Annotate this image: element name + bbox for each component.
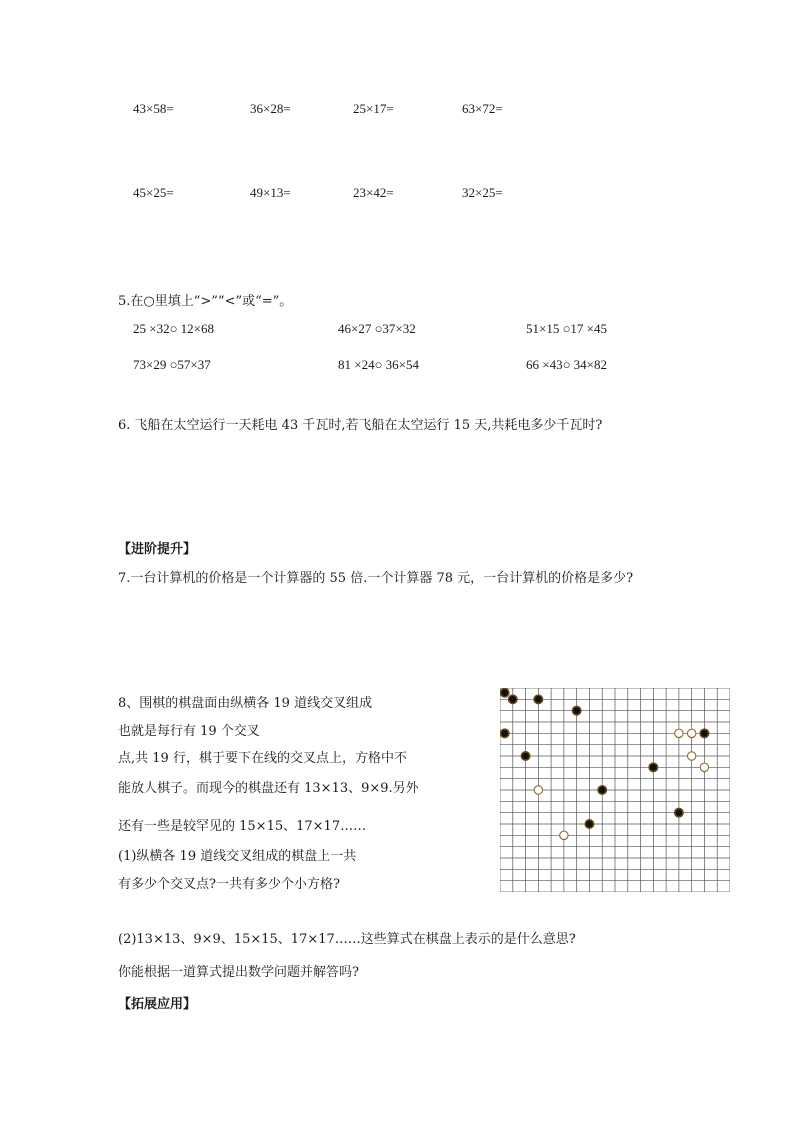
black-stone: [585, 820, 593, 828]
q8-sub2: (2)13×13、9×9、15×15、17×17……这些算式在棋盘上表示的是什么意思?: [118, 932, 576, 947]
white-stone: [560, 831, 568, 839]
calc-item: 23×42=: [353, 185, 394, 200]
calc-item: 43×58=: [133, 101, 174, 116]
black-stone: [675, 808, 683, 816]
black-stone: [501, 689, 509, 697]
black-stone: [534, 695, 542, 703]
compare-item: 73×29 ○57×37: [133, 357, 211, 372]
q8-sub2b: 你能根据一道算式提出数学问题并解答吗?: [118, 965, 359, 980]
white-stone: [534, 786, 542, 794]
calc-item: 45×25=: [133, 185, 174, 200]
compare-item: 25 ×32○ 12×68: [133, 321, 215, 336]
white-stone: [687, 752, 695, 760]
q8-line: 也就是每行有 19 个交叉: [118, 724, 260, 739]
q8-line: 8、围棋的棋盘面由纵横各 19 道线交叉组成: [118, 696, 373, 711]
section-heading-advance: 【进阶提升】: [118, 542, 197, 557]
compare-item: 66 ×43○ 34×82: [526, 357, 608, 372]
calc-item: 32×25=: [462, 185, 503, 200]
q8-line: 点,共 19 行，棋于要下在线的交叉点上，方格中不: [118, 751, 407, 766]
black-stone: [700, 729, 708, 737]
black-stone: [572, 706, 580, 714]
compare-item: 81 ×24○ 36×54: [338, 357, 420, 372]
q7-text: 7.一台计算机的价格是一个计算器的 55 倍.一个计算器 78 元，一台计算机的价格是多少?: [118, 571, 634, 586]
q5-title: 5.在○里填上“>”“<”或“=”。: [118, 294, 293, 309]
calc-item: 63×72=: [462, 101, 503, 116]
q8-line: 能放人棋子。而现今的棋盘还有 13×13、9×9.另外: [118, 781, 419, 796]
black-stone: [501, 729, 509, 737]
section-heading-extend: 【拓展应用】: [118, 997, 197, 1012]
black-stone: [521, 752, 529, 760]
board-stones: [501, 689, 709, 840]
go-board-figure: [500, 688, 730, 892]
white-stone: [687, 729, 695, 737]
calc-item: 49×13=: [250, 185, 291, 200]
q8-line: 有多少个交叉点?一共有多少个小方格?: [118, 877, 340, 892]
black-stone: [649, 763, 657, 771]
white-stone: [675, 729, 683, 737]
q8-line: (1)纵横各 19 道线交叉组成的棋盘上一共: [118, 849, 357, 864]
compare-item: 46×27 ○37×32: [338, 321, 416, 336]
compare-item: 51×15 ○17 ×45: [526, 321, 608, 336]
black-stone: [598, 786, 606, 794]
q6-text: 6. 飞船在太空运行一天耗电 43 千瓦时,若飞船在太空运行 15 天,共耗电多少千瓦时?: [118, 418, 603, 433]
calc-item: 25×17=: [353, 101, 394, 116]
white-stone: [700, 763, 708, 771]
calc-item: 36×28=: [250, 101, 291, 116]
black-stone: [509, 695, 517, 703]
q8-line: 还有一些是较罕见的 15×15、17×17……: [118, 819, 367, 834]
